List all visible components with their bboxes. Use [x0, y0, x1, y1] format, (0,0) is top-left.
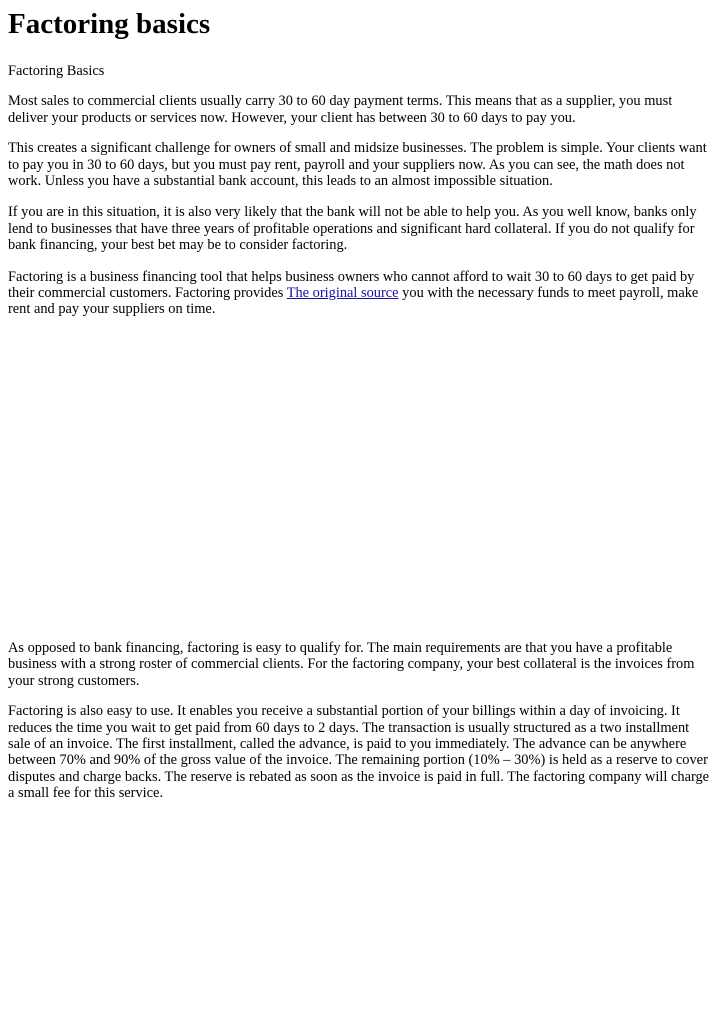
- page-title: Factoring basics: [8, 8, 211, 40]
- article-subtitle: Factoring Basics: [8, 63, 105, 79]
- paragraph-bank: If you are in this situation, it is also very likely that the bank will not be able to help you. As you well know, banks only lend to businesses that have three years of profitable operations and significant hard collateral. If you do not qualify for bank financing, your best bet may be to consider factoring.: [8, 204, 697, 254]
- article: [0, 6, 720, 802]
- paragraph-qualify: As opposed to bank financing, factoring is easy to qualify for. The main requirements are that you have a profitable business with a strong roster of commercial clients. For the factoring company, your best collateral is the invoices from your strong customers.: [8, 639, 695, 689]
- paragraph-factoring-tool: [8, 269, 712, 318]
- paragraph-easy-to-use: Factoring is also easy to use. It enables you receive a substantial portion of your billings within a day of invoicing. It reduces the time you wait to get paid from 60 days to 2 days. The transaction is usually structured as a two installment sale of an invoice. The first installment, called the advance, is paid to you immediately. The advance can be anywhere between 70% and 90% of the gross value of the invoice. The remaining portion (10% – 30%) is held as a reserve to cover disputes and charge backs. The reserve is rebated as soon as the invoice is paid in full. The factoring company will charge a small fee for this service.: [8, 703, 710, 802]
- paragraph-challenge: This creates a significant challenge for owners of small and midsize businesses. The problem is simple. Your clients want to pay you in 30 to 60 days, but you must pay rent, payroll and your suppliers now. As you can see, the math does not work. Unless you have a substantial bank account, this leads to an almost impossible situation.: [8, 140, 707, 190]
- original-source-link[interactable]: The original source: [286, 285, 399, 302]
- paragraph-payment-terms: Most sales to commercial clients usually carry 30 to 60 day payment terms. This means that as a supplier, you must deliver your products or services now. However, your client has between 30 to 60 days to pay you.: [8, 93, 673, 126]
- paragraph-text-before-link: Factoring is a business financing tool that helps business owners who cannot afford to wait 30 to 60 days to get paid by their commercial customers. Factoring provides: [8, 268, 695, 302]
- paragraph-text-after-link: you with the necessary funds to meet payroll, make rent and pay your suppliers on time.: [8, 285, 699, 318]
